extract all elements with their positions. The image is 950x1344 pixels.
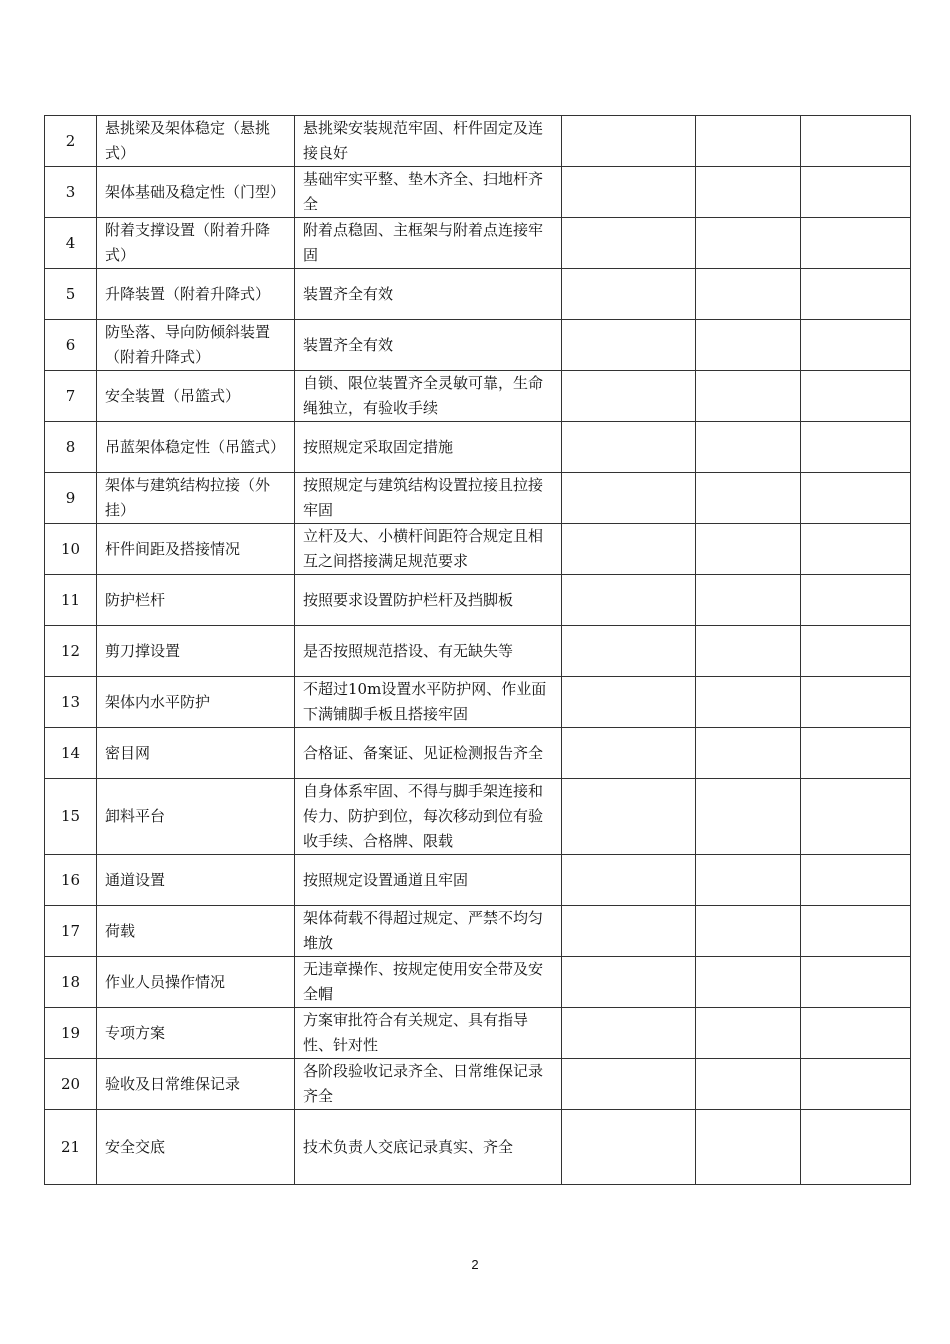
blank-cell (801, 422, 911, 473)
blank-cell (696, 575, 801, 626)
blank-cell (562, 422, 696, 473)
row-number-cell: 13 (45, 677, 97, 728)
inspection-item-cell: 悬挑梁及架体稳定（悬挑式） (97, 116, 295, 167)
blank-cell (562, 524, 696, 575)
table-row (45, 320, 911, 371)
inspection-item-cell: 验收及日常维保记录 (97, 1059, 295, 1110)
inspection-standard-cell: 合格证、备案证、见证检测报告齐全 (295, 728, 562, 779)
blank-cell (562, 957, 696, 1008)
table-row (45, 626, 911, 677)
inspection-standard-cell: 自锁、限位装置齐全灵敏可靠，生命绳独立，有验收手续 (295, 371, 562, 422)
table-row (45, 1008, 911, 1059)
inspection-standard-cell: 立杆及大、小横杆间距符合规定且相互之间搭接满足规范要求 (295, 524, 562, 575)
blank-cell (801, 677, 911, 728)
inspection-standard-cell: 按照规定采取固定措施 (295, 422, 562, 473)
table-row (45, 473, 911, 524)
blank-cell (696, 218, 801, 269)
blank-cell (696, 422, 801, 473)
row-number-cell: 5 (45, 269, 97, 320)
inspection-standard-cell: 装置齐全有效 (295, 269, 562, 320)
table-row (45, 906, 911, 957)
blank-cell (696, 677, 801, 728)
blank-cell (562, 218, 696, 269)
blank-cell (562, 779, 696, 855)
inspection-standard-cell: 基础牢实平整、垫木齐全、扫地杆齐全 (295, 167, 562, 218)
blank-cell (562, 728, 696, 779)
row-number-cell: 11 (45, 575, 97, 626)
blank-cell (696, 855, 801, 906)
blank-cell (801, 779, 911, 855)
blank-cell (696, 473, 801, 524)
inspection-item-cell: 荷载 (97, 906, 295, 957)
blank-cell (562, 1110, 696, 1185)
table-row (45, 167, 911, 218)
blank-cell (801, 320, 911, 371)
blank-cell (696, 167, 801, 218)
inspection-standard-cell: 方案审批符合有关规定、具有指导性、针对性 (295, 1008, 562, 1059)
row-number-cell: 19 (45, 1008, 97, 1059)
table-row (45, 1110, 911, 1185)
blank-cell (801, 116, 911, 167)
inspection-item-cell: 附着支撑设置（附着升降式） (97, 218, 295, 269)
blank-cell (696, 320, 801, 371)
row-number-cell: 18 (45, 957, 97, 1008)
row-number-cell: 2 (45, 116, 97, 167)
blank-cell (696, 626, 801, 677)
row-number-cell: 15 (45, 779, 97, 855)
inspection-standard-cell: 不超过10m设置水平防护网、作业面下满铺脚手板且搭接牢固 (295, 677, 562, 728)
inspection-item-cell: 升降装置（附着升降式） (97, 269, 295, 320)
blank-cell (801, 1110, 911, 1185)
inspection-standard-cell: 无违章操作、按规定使用安全带及安全帽 (295, 957, 562, 1008)
inspection-item-cell: 密目网 (97, 728, 295, 779)
blank-cell (562, 677, 696, 728)
blank-cell (562, 626, 696, 677)
blank-cell (696, 524, 801, 575)
inspection-standard-cell: 悬挑梁安装规范牢固、杆件固定及连接良好 (295, 116, 562, 167)
inspection-item-cell: 防护栏杆 (97, 575, 295, 626)
inspection-item-cell: 吊蓝架体稳定性（吊篮式） (97, 422, 295, 473)
table-row (45, 218, 911, 269)
blank-cell (801, 371, 911, 422)
blank-cell (696, 1110, 801, 1185)
blank-cell (801, 575, 911, 626)
inspection-item-cell: 剪刀撑设置 (97, 626, 295, 677)
blank-cell (696, 728, 801, 779)
row-number-cell: 16 (45, 855, 97, 906)
row-number-cell: 6 (45, 320, 97, 371)
blank-cell (801, 957, 911, 1008)
blank-cell (801, 1059, 911, 1110)
table-row (45, 371, 911, 422)
table-body (45, 116, 911, 1185)
row-number-cell: 8 (45, 422, 97, 473)
blank-cell (801, 269, 911, 320)
table-row (45, 957, 911, 1008)
inspection-item-cell: 架体与建筑结构拉接（外挂） (97, 473, 295, 524)
inspection-standard-cell: 各阶段验收记录齐全、日常维保记录齐全 (295, 1059, 562, 1110)
blank-cell (562, 1008, 696, 1059)
blank-cell (562, 1059, 696, 1110)
blank-cell (801, 626, 911, 677)
row-number-cell: 4 (45, 218, 97, 269)
blank-cell (801, 906, 911, 957)
inspection-table (44, 115, 911, 1185)
table-row (45, 575, 911, 626)
inspection-standard-cell: 自身体系牢固、不得与脚手架连接和传力、防护到位，每次移动到位有验收手续、合格牌、限载 (295, 779, 562, 855)
blank-cell (562, 371, 696, 422)
row-number-cell: 9 (45, 473, 97, 524)
inspection-standard-cell: 按照规定设置通道且牢固 (295, 855, 562, 906)
table-row (45, 524, 911, 575)
inspection-item-cell: 通道设置 (97, 855, 295, 906)
blank-cell (696, 269, 801, 320)
inspection-item-cell: 防坠落、导向防倾斜装置（附着升降式） (97, 320, 295, 371)
table-row (45, 422, 911, 473)
blank-cell (801, 855, 911, 906)
row-number-cell: 10 (45, 524, 97, 575)
table-row (45, 779, 911, 855)
table-row (45, 269, 911, 320)
row-number-cell: 21 (45, 1110, 97, 1185)
inspection-standard-cell: 按照规定与建筑结构设置拉接且拉接牢固 (295, 473, 562, 524)
blank-cell (696, 906, 801, 957)
blank-cell (696, 1059, 801, 1110)
inspection-item-cell: 专项方案 (97, 1008, 295, 1059)
inspection-standard-cell: 技术负责人交底记录真实、齐全 (295, 1110, 562, 1185)
inspection-item-cell: 作业人员操作情况 (97, 957, 295, 1008)
inspection-item-cell: 杆件间距及搭接情况 (97, 524, 295, 575)
blank-cell (562, 167, 696, 218)
blank-cell (562, 473, 696, 524)
blank-cell (562, 906, 696, 957)
row-number-cell: 3 (45, 167, 97, 218)
table-row (45, 116, 911, 167)
inspection-standard-cell: 架体荷载不得超过规定、严禁不均匀堆放 (295, 906, 562, 957)
inspection-standard-cell: 附着点稳固、主框架与附着点连接牢固 (295, 218, 562, 269)
blank-cell (801, 167, 911, 218)
blank-cell (696, 779, 801, 855)
inspection-standard-cell: 装置齐全有效 (295, 320, 562, 371)
row-number-cell: 17 (45, 906, 97, 957)
blank-cell (562, 575, 696, 626)
row-number-cell: 7 (45, 371, 97, 422)
table-row (45, 677, 911, 728)
blank-cell (696, 371, 801, 422)
row-number-cell: 20 (45, 1059, 97, 1110)
blank-cell (696, 1008, 801, 1059)
row-number-cell: 14 (45, 728, 97, 779)
blank-cell (562, 269, 696, 320)
blank-cell (801, 728, 911, 779)
inspection-item-cell: 安全交底 (97, 1110, 295, 1185)
blank-cell (562, 855, 696, 906)
blank-cell (801, 218, 911, 269)
inspection-standard-cell: 按照要求设置防护栏杆及挡脚板 (295, 575, 562, 626)
inspection-item-cell: 卸料平台 (97, 779, 295, 855)
inspection-standard-cell: 是否按照规范搭设、有无缺失等 (295, 626, 562, 677)
blank-cell (562, 320, 696, 371)
blank-cell (801, 473, 911, 524)
table-row (45, 1059, 911, 1110)
inspection-item-cell: 安全装置（吊篮式） (97, 371, 295, 422)
inspection-item-cell: 架体基础及稳定性（门型） (97, 167, 295, 218)
table-row (45, 728, 911, 779)
blank-cell (801, 1008, 911, 1059)
inspection-item-cell: 架体内水平防护 (97, 677, 295, 728)
page-number: 2 (471, 1257, 479, 1272)
blank-cell (562, 116, 696, 167)
blank-cell (696, 957, 801, 1008)
blank-cell (801, 524, 911, 575)
blank-cell (696, 116, 801, 167)
row-number-cell: 12 (45, 626, 97, 677)
table-row (45, 855, 911, 906)
